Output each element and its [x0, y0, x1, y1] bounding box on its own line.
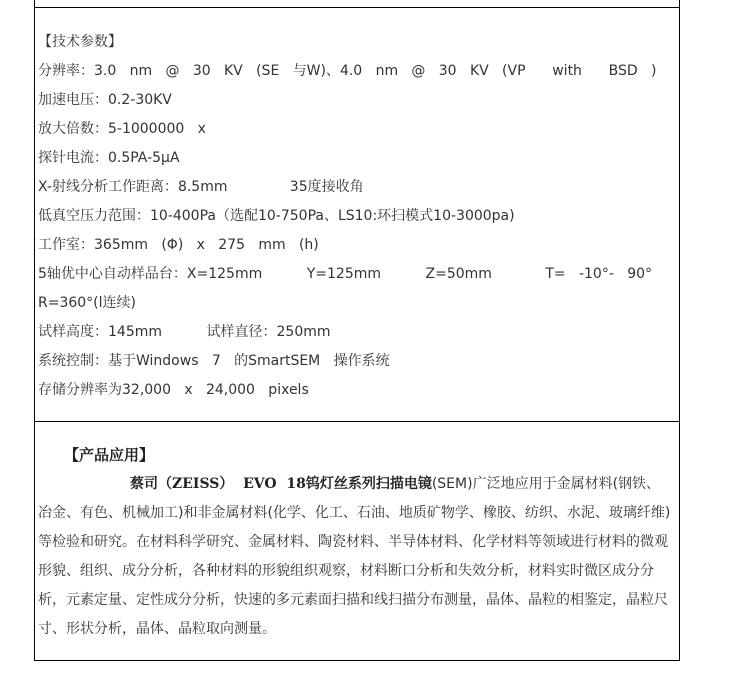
spec-line: 系统控制：基于Windows 7 的SmartSEM 操作系统 — [38, 353, 390, 369]
spec-line: 5轴优中心自动样品台：X=125mm Y=125mm Z=50mm T= -10°- 90° — [38, 266, 653, 282]
spec-line: 探针电流：0.5PA-5μA — [38, 150, 180, 166]
application-line: 寸、形状分析，晶体、晶粒取向测量。 — [38, 621, 276, 637]
application-paragraph — [38, 470, 674, 644]
application-line: 等检验和研究。在材料科学研究、金属材料、陶瓷材料、半导体材料、化学材料等领域进行材料的微观 — [38, 534, 668, 550]
product-name: 蔡司（ZEISS） EVO 18钨灯丝系列扫描电镜 — [130, 476, 432, 492]
spec-heading: 【技术参数】 — [38, 34, 122, 50]
spec-line: 放大倍数：5-1000000 x — [38, 121, 206, 137]
spec-line: 试样高度：145mm 试样直径：250mm — [38, 324, 331, 340]
spec-line: 加速电压：0.2-30KV — [38, 92, 172, 108]
application-line: 析，元素定量、定性成分分析，快速的多元素面扫描和线扫描分布测量，晶体、晶粒的相鉴定，晶粒尺 — [38, 592, 668, 608]
spec-line: R=360°(l连续) — [38, 295, 136, 311]
section-divider — [34, 421, 680, 422]
application-line-text: (SEM)广泛地应用于金属材料(钢铁、 — [431, 476, 661, 492]
spec-line: 分辨率：3.0 nm @ 30 KV (SE 与W)、4.0 nm @ 30 KV (VP with BSD ) — [38, 63, 657, 79]
application-line — [38, 470, 674, 499]
spec-line: X-射线分析工作距离：8.5mm 35度接收角 — [38, 179, 364, 195]
application-heading: 【产品应用】 — [64, 446, 155, 464]
application-line: 形貌、组织、成分分析，各种材料的形貌组织观察，材料断口分析和失效分析，材料实时微区成分分 — [38, 563, 654, 579]
spec-line: 低真空压力范围：10-400Pa（选配10-750Pa、LS10:环扫模式10-3000pa) — [38, 208, 515, 224]
top-divider — [34, 7, 680, 8]
application-line: 冶金、有色、机械加工)和非金属材料(化学、化工、石油、地质矿物学、橡胶、纺织、水泥、玻璃纤维) — [38, 505, 671, 521]
spec-line: 工作室：365mm (Φ) x 275 mm (h) — [38, 237, 319, 253]
spec-line: 存储分辨率为32,000 x 24,000 pixels — [38, 382, 309, 398]
